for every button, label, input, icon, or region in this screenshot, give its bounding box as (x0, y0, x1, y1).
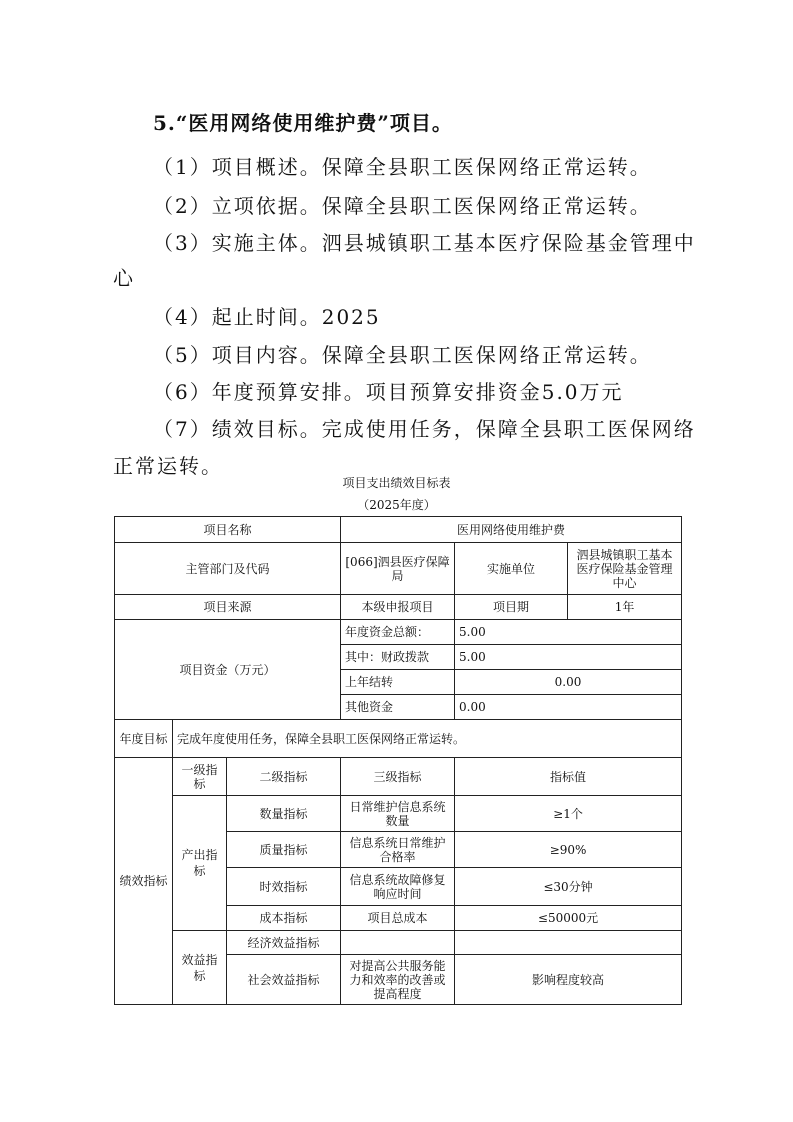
funds-item-label: 年度资金总额： (341, 620, 455, 645)
benefit-value (455, 931, 682, 955)
funds-item-value: 0.00 (455, 695, 682, 720)
output-level2: 时效指标 (227, 868, 341, 906)
funds-item-label: 其中：财政拨款 (341, 645, 455, 670)
header-level3: 三级指标 (341, 758, 455, 796)
funds-item-value: 5.00 (455, 645, 682, 670)
impl-label: 实施单位 (455, 543, 568, 595)
paragraph-implementer-cont: 心 (113, 266, 135, 290)
output-level2: 成本指标 (227, 906, 341, 931)
paragraph-content: （5）项目内容。保障全县职工医保网络正常运转。 (153, 343, 652, 367)
table-title: 项目支出绩效目标表 (342, 476, 451, 490)
output-level3: 项目总成本 (341, 906, 455, 931)
project-name-label: 项目名称 (115, 517, 341, 543)
project-name-value: 医用网络使用维护费 (341, 517, 682, 543)
perf-indicator-label: 绩效指标 (115, 758, 173, 1005)
table-row (115, 796, 682, 832)
table-row (115, 758, 682, 796)
section-heading: 5.“医用网络使用维护费”项目。 (153, 111, 453, 135)
table-row (115, 620, 682, 645)
output-level3: 信息系统日常维护合格率 (341, 832, 455, 868)
paragraph-budget: （6）年度预算安排。项目预算安排资金5.0万元 (153, 380, 624, 404)
output-value: ≤50000元 (455, 906, 682, 931)
source-value: 本级申报项目 (341, 595, 455, 620)
output-value: ≤30分钟 (455, 868, 682, 906)
table-year: （2025年度） (357, 498, 436, 512)
benefit-level3 (341, 931, 455, 955)
paragraph-overview: （1）项目概述。保障全县职工医保网络正常运转。 (153, 155, 652, 179)
funds-item-value: 5.00 (455, 620, 682, 645)
annual-goal-label: 年度目标 (115, 720, 173, 758)
header-value: 指标值 (455, 758, 682, 796)
impl-value: 泗县城镇职工基本医疗保险基金管理中心 (568, 543, 682, 595)
dept-label: 主管部门及代码 (115, 543, 341, 595)
table-row (115, 720, 682, 758)
table-row (115, 595, 682, 620)
output-value: ≥90% (455, 832, 682, 868)
table-row (115, 517, 682, 543)
paragraph-implementer: （3）实施主体。泗县城镇职工基本医疗保险基金管理中 (153, 231, 696, 255)
output-level2: 数量指标 (227, 796, 341, 832)
paragraph-goal: （7）绩效目标。完成使用任务，保障全县职工医保网络 (153, 417, 696, 441)
performance-table (114, 516, 682, 1005)
output-level3: 日常维护信息系统数量 (341, 796, 455, 832)
table-row (115, 931, 682, 955)
paragraph-period: （4）起止时间。2025 (153, 305, 381, 329)
table-row (115, 543, 682, 595)
annual-goal-value: 完成年度使用任务，保障全县职工医保网络正常运转。 (173, 720, 682, 758)
output-level3: 信息系统故障修复响应时间 (341, 868, 455, 906)
funds-item-label: 其他资金 (341, 695, 455, 720)
benefit-level2: 经济效益指标 (227, 931, 341, 955)
benefit-level2: 社会效益指标 (227, 955, 341, 1005)
paragraph-goal-cont: 正常运转。 (113, 454, 223, 478)
output-value: ≥1个 (455, 796, 682, 832)
benefit-indicator-label: 效益指标 (173, 931, 227, 1005)
period-value: 1年 (568, 595, 682, 620)
output-indicator-label: 产出指标 (173, 796, 227, 931)
output-level2: 质量指标 (227, 832, 341, 868)
benefit-level3: 对提高公共服务能力和效率的改善或提高程度 (341, 955, 455, 1005)
dept-value: [066]泗县医疗保障局 (341, 543, 455, 595)
benefit-value: 影响程度较高 (455, 955, 682, 1005)
funds-item-value: 0.00 (455, 670, 682, 695)
header-level1: 一级指标 (173, 758, 227, 796)
funds-item-label: 上年结转 (341, 670, 455, 695)
period-label: 项目期 (455, 595, 568, 620)
funds-label: 项目资金（万元） (115, 620, 341, 720)
paragraph-basis: （2）立项依据。保障全县职工医保网络正常运转。 (153, 194, 652, 218)
source-label: 项目来源 (115, 595, 341, 620)
header-level2: 二级指标 (227, 758, 341, 796)
